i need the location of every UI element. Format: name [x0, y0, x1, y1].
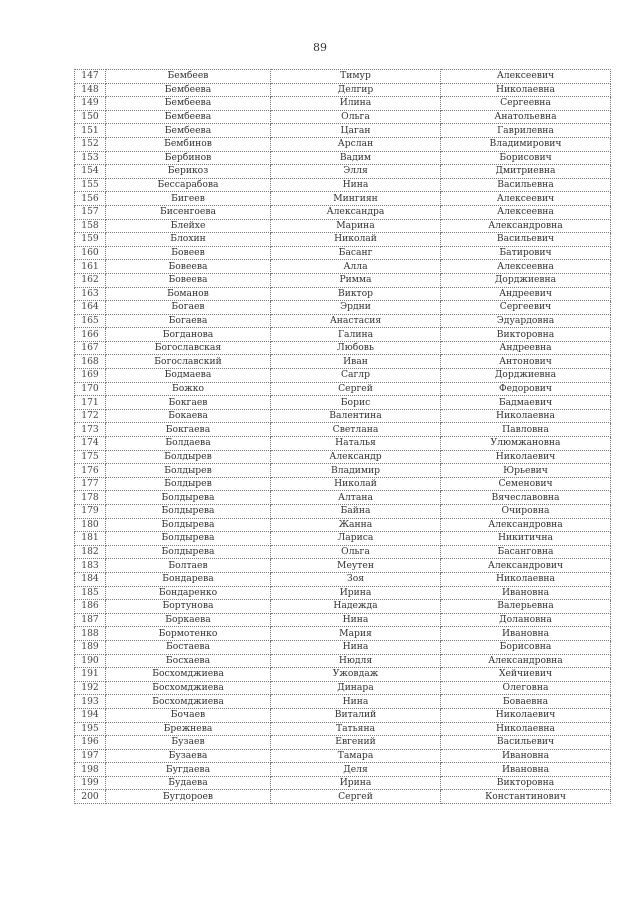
table-row — [75, 97, 611, 111]
patronymic-cell: Александровна — [441, 518, 611, 532]
first-name-cell: Делгир — [271, 83, 441, 97]
patronymic-cell: Борисовна — [441, 640, 611, 654]
patronymic-cell: Очировна — [441, 505, 611, 519]
surname-cell: Бербинов — [106, 151, 271, 165]
table-row — [75, 314, 611, 328]
first-name-cell: Наталья — [271, 437, 441, 451]
row-number: 187 — [75, 613, 106, 627]
first-name-cell: Галина — [271, 328, 441, 342]
first-name-cell: Иван — [271, 355, 441, 369]
surname-cell: Бормотенко — [106, 627, 271, 641]
patronymic-cell: Владимирович — [441, 137, 611, 151]
row-number: 182 — [75, 545, 106, 559]
surname-cell: Болдырева — [106, 505, 271, 519]
patronymic-cell: Васильевич — [441, 736, 611, 750]
patronymic-cell: Александровна — [441, 654, 611, 668]
patronymic-cell: Анатольевна — [441, 110, 611, 124]
table-row — [75, 613, 611, 627]
first-name-cell: Евгений — [271, 736, 441, 750]
row-number: 149 — [75, 97, 106, 111]
first-name-cell: Анастасия — [271, 314, 441, 328]
patronymic-cell: Алексеевна — [441, 260, 611, 274]
row-number: 170 — [75, 382, 106, 396]
patronymic-cell: Ивановна — [441, 627, 611, 641]
table-row — [75, 396, 611, 410]
first-name-cell: Николай — [271, 233, 441, 247]
table-row — [75, 640, 611, 654]
first-name-cell: Зоя — [271, 572, 441, 586]
row-number: 167 — [75, 341, 106, 355]
row-number: 147 — [75, 70, 106, 84]
row-number: 192 — [75, 681, 106, 695]
table-row — [75, 287, 611, 301]
surname-cell: Болдаева — [106, 437, 271, 451]
surname-cell: Бембеева — [106, 124, 271, 138]
row-number: 177 — [75, 477, 106, 491]
table-row — [75, 70, 611, 84]
surname-cell: Бортунова — [106, 600, 271, 614]
surname-cell: Бембеева — [106, 83, 271, 97]
patronymic-cell: Борисович — [441, 151, 611, 165]
patronymic-cell: Улюмжановна — [441, 437, 611, 451]
surname-cell: Богданова — [106, 328, 271, 342]
first-name-cell: Нина — [271, 613, 441, 627]
table-row — [75, 491, 611, 505]
table-row — [75, 301, 611, 315]
first-name-cell: Эрдни — [271, 301, 441, 315]
first-name-cell: Тимур — [271, 70, 441, 84]
first-name-cell: Мария — [271, 627, 441, 641]
surname-cell: Бессарабова — [106, 178, 271, 192]
first-name-cell: Элля — [271, 165, 441, 179]
patronymic-cell: Николаевич — [441, 708, 611, 722]
first-name-cell: Владимир — [271, 464, 441, 478]
table-row — [75, 708, 611, 722]
surname-cell: Бембеева — [106, 97, 271, 111]
patronymic-cell: Андреевич — [441, 287, 611, 301]
surname-cell: Бондарева — [106, 572, 271, 586]
patronymic-cell: Федорович — [441, 382, 611, 396]
first-name-cell: Мингиян — [271, 192, 441, 206]
first-name-cell: Сергей — [271, 790, 441, 804]
first-name-cell: Байна — [271, 505, 441, 519]
surname-cell: Болдырева — [106, 491, 271, 505]
table-row — [75, 627, 611, 641]
table-row — [75, 695, 611, 709]
first-name-cell: Александр — [271, 450, 441, 464]
row-number: 197 — [75, 749, 106, 763]
surname-cell: Болдырев — [106, 464, 271, 478]
row-number: 158 — [75, 219, 106, 233]
patronymic-cell: Дорджиевна — [441, 369, 611, 383]
names-table — [74, 69, 611, 804]
row-number: 196 — [75, 736, 106, 750]
patronymic-cell: Юрьевич — [441, 464, 611, 478]
row-number: 176 — [75, 464, 106, 478]
first-name-cell: Виталий — [271, 708, 441, 722]
patronymic-cell: Ивановна — [441, 586, 611, 600]
table-row — [75, 83, 611, 97]
surname-cell: Божко — [106, 382, 271, 396]
row-number: 193 — [75, 695, 106, 709]
row-number: 180 — [75, 518, 106, 532]
row-number: 161 — [75, 260, 106, 274]
first-name-cell: Борис — [271, 396, 441, 410]
first-name-cell: Цаган — [271, 124, 441, 138]
patronymic-cell: Хейчиевич — [441, 668, 611, 682]
patronymic-cell: Васильевич — [441, 233, 611, 247]
patronymic-cell: Вячеславовна — [441, 491, 611, 505]
row-number: 151 — [75, 124, 106, 138]
surname-cell: Болдырева — [106, 545, 271, 559]
row-number: 188 — [75, 627, 106, 641]
table-row — [75, 600, 611, 614]
patronymic-cell: Николаевна — [441, 722, 611, 736]
table-row — [75, 736, 611, 750]
table-row — [75, 137, 611, 151]
patronymic-cell: Васильевна — [441, 178, 611, 192]
patronymic-cell: Александрович — [441, 559, 611, 573]
row-number: 152 — [75, 137, 106, 151]
row-number: 185 — [75, 586, 106, 600]
first-name-cell: Басанг — [271, 246, 441, 260]
table-row — [75, 505, 611, 519]
first-name-cell: Александра — [271, 205, 441, 219]
surname-cell: Бокгаева — [106, 423, 271, 437]
row-number: 155 — [75, 178, 106, 192]
surname-cell: Бембеев — [106, 70, 271, 84]
patronymic-cell: Дорджиевна — [441, 273, 611, 287]
first-name-cell: Арслан — [271, 137, 441, 151]
surname-cell: Бокгаев — [106, 396, 271, 410]
table-row — [75, 382, 611, 396]
table-row — [75, 477, 611, 491]
table-row — [75, 178, 611, 192]
table-row — [75, 749, 611, 763]
table-row — [75, 355, 611, 369]
table-row — [75, 409, 611, 423]
first-name-cell: Марина — [271, 219, 441, 233]
first-name-cell: Нина — [271, 640, 441, 654]
table-row — [75, 776, 611, 790]
patronymic-cell: Павловна — [441, 423, 611, 437]
patronymic-cell: Валерьевна — [441, 600, 611, 614]
patronymic-cell: Николаевна — [441, 83, 611, 97]
table-row — [75, 450, 611, 464]
row-number: 184 — [75, 572, 106, 586]
table-row — [75, 260, 611, 274]
table-row — [75, 423, 611, 437]
first-name-cell: Динара — [271, 681, 441, 695]
surname-cell: Бузаев — [106, 736, 271, 750]
table-row — [75, 654, 611, 668]
first-name-cell: Нина — [271, 178, 441, 192]
first-name-cell: Валентина — [271, 409, 441, 423]
surname-cell: Бугдаева — [106, 763, 271, 777]
surname-cell: Бокаева — [106, 409, 271, 423]
first-name-cell: Вадим — [271, 151, 441, 165]
first-name-cell: Татьяна — [271, 722, 441, 736]
row-number: 200 — [75, 790, 106, 804]
surname-cell: Бигеев — [106, 192, 271, 206]
table-row — [75, 668, 611, 682]
row-number: 148 — [75, 83, 106, 97]
first-name-cell: Надежда — [271, 600, 441, 614]
table-row — [75, 464, 611, 478]
row-number: 194 — [75, 708, 106, 722]
first-name-cell: Римма — [271, 273, 441, 287]
row-number: 172 — [75, 409, 106, 423]
surname-cell: Боманов — [106, 287, 271, 301]
surname-cell: Болдырев — [106, 477, 271, 491]
patronymic-cell: Андреевна — [441, 341, 611, 355]
row-number: 199 — [75, 776, 106, 790]
row-number: 162 — [75, 273, 106, 287]
surname-cell: Бочаев — [106, 708, 271, 722]
patronymic-cell: Константинович — [441, 790, 611, 804]
first-name-cell: Ирина — [271, 586, 441, 600]
row-number: 154 — [75, 165, 106, 179]
patronymic-cell: Сергеевич — [441, 301, 611, 315]
table-row — [75, 328, 611, 342]
patronymic-cell: Александровна — [441, 219, 611, 233]
first-name-cell: Любовь — [271, 341, 441, 355]
row-number: 165 — [75, 314, 106, 328]
table-row — [75, 273, 611, 287]
surname-cell: Бисенгоева — [106, 205, 271, 219]
first-name-cell: Виктор — [271, 287, 441, 301]
patronymic-cell: Олеговна — [441, 681, 611, 695]
row-number: 178 — [75, 491, 106, 505]
surname-cell: Бостаева — [106, 640, 271, 654]
first-name-cell: Лариса — [271, 532, 441, 546]
table-row — [75, 246, 611, 260]
first-name-cell: Деля — [271, 763, 441, 777]
row-number: 164 — [75, 301, 106, 315]
table-row — [75, 681, 611, 695]
patronymic-cell: Эдуардовна — [441, 314, 611, 328]
row-number: 190 — [75, 654, 106, 668]
row-number: 157 — [75, 205, 106, 219]
row-number: 156 — [75, 192, 106, 206]
patronymic-cell: Николаевич — [441, 450, 611, 464]
table-row — [75, 151, 611, 165]
first-name-cell: Тамара — [271, 749, 441, 763]
row-number: 160 — [75, 246, 106, 260]
first-name-cell: Светлана — [271, 423, 441, 437]
row-number: 159 — [75, 233, 106, 247]
surname-cell: Бондаренко — [106, 586, 271, 600]
surname-cell: Босхомджиева — [106, 695, 271, 709]
row-number: 153 — [75, 151, 106, 165]
page-number: 89 — [313, 41, 327, 54]
surname-cell: Бодмаева — [106, 369, 271, 383]
table-row — [75, 165, 611, 179]
surname-cell: Брежнева — [106, 722, 271, 736]
row-number: 174 — [75, 437, 106, 451]
surname-cell: Бовеева — [106, 260, 271, 274]
surname-cell: Болдырева — [106, 532, 271, 546]
table-row — [75, 124, 611, 138]
surname-cell: Босхомджиева — [106, 681, 271, 695]
patronymic-cell: Антонович — [441, 355, 611, 369]
patronymic-cell: Алексеевна — [441, 205, 611, 219]
row-number: 179 — [75, 505, 106, 519]
surname-cell: Бембинов — [106, 137, 271, 151]
patronymic-cell: Викторовна — [441, 776, 611, 790]
surname-cell: Берикоз — [106, 165, 271, 179]
first-name-cell: Жанна — [271, 518, 441, 532]
surname-cell: Богославская — [106, 341, 271, 355]
table-row — [75, 110, 611, 124]
first-name-cell: Нина — [271, 695, 441, 709]
first-name-cell: Нюдля — [271, 654, 441, 668]
table-row — [75, 532, 611, 546]
surname-cell: Болдырев — [106, 450, 271, 464]
row-number: 183 — [75, 559, 106, 573]
surname-cell: Богаев — [106, 301, 271, 315]
patronymic-cell: Долановна — [441, 613, 611, 627]
table-row — [75, 572, 611, 586]
row-number: 189 — [75, 640, 106, 654]
row-number: 186 — [75, 600, 106, 614]
table-row — [75, 559, 611, 573]
surname-cell: Бовеева — [106, 273, 271, 287]
patronymic-cell: Гаврилевна — [441, 124, 611, 138]
patronymic-cell: Ивановна — [441, 763, 611, 777]
table-row — [75, 205, 611, 219]
patronymic-cell: Семенович — [441, 477, 611, 491]
patronymic-cell: Николаевна — [441, 409, 611, 423]
patronymic-cell: Бадмаевич — [441, 396, 611, 410]
table-row — [75, 341, 611, 355]
patronymic-cell: Алексеевич — [441, 192, 611, 206]
table-row — [75, 545, 611, 559]
surname-cell: Богаева — [106, 314, 271, 328]
table-row — [75, 233, 611, 247]
row-number: 181 — [75, 532, 106, 546]
table-row — [75, 518, 611, 532]
surname-cell: Бузаева — [106, 749, 271, 763]
row-number: 150 — [75, 110, 106, 124]
row-number: 169 — [75, 369, 106, 383]
surname-cell: Болтаев — [106, 559, 271, 573]
row-number: 166 — [75, 328, 106, 342]
patronymic-cell: Сергеевна — [441, 97, 611, 111]
patronymic-cell: Николаевна — [441, 572, 611, 586]
first-name-cell: Илина — [271, 97, 441, 111]
table-row — [75, 219, 611, 233]
patronymic-cell: Дмитриевна — [441, 165, 611, 179]
first-name-cell: Саглр — [271, 369, 441, 383]
surname-cell: Боркаева — [106, 613, 271, 627]
patronymic-cell: Батирович — [441, 246, 611, 260]
row-number: 171 — [75, 396, 106, 410]
first-name-cell: Николай — [271, 477, 441, 491]
surname-cell: Бембеева — [106, 110, 271, 124]
table-row — [75, 192, 611, 206]
patronymic-cell: Никитична — [441, 532, 611, 546]
table-row — [75, 790, 611, 804]
first-name-cell: Сергей — [271, 382, 441, 396]
first-name-cell: Ольга — [271, 110, 441, 124]
patronymic-cell: Боваевна — [441, 695, 611, 709]
row-number: 175 — [75, 450, 106, 464]
patronymic-cell: Ивановна — [441, 749, 611, 763]
names-table-body — [75, 70, 611, 804]
table-row — [75, 722, 611, 736]
table-row — [75, 763, 611, 777]
table-row — [75, 369, 611, 383]
surname-cell: Блохин — [106, 233, 271, 247]
row-number: 163 — [75, 287, 106, 301]
row-number: 191 — [75, 668, 106, 682]
first-name-cell: Алтана — [271, 491, 441, 505]
table-row — [75, 586, 611, 600]
surname-cell: Бугдороев — [106, 790, 271, 804]
surname-cell: Болдырева — [106, 518, 271, 532]
row-number: 198 — [75, 763, 106, 777]
row-number: 173 — [75, 423, 106, 437]
surname-cell: Бовеев — [106, 246, 271, 260]
table-row — [75, 437, 611, 451]
surname-cell: Босхомджиева — [106, 668, 271, 682]
surname-cell: Блейхе — [106, 219, 271, 233]
patronymic-cell: Викторовна — [441, 328, 611, 342]
surname-cell: Босхаева — [106, 654, 271, 668]
first-name-cell: Алла — [271, 260, 441, 274]
first-name-cell: Ольга — [271, 545, 441, 559]
surname-cell: Будаева — [106, 776, 271, 790]
first-name-cell: Ужовдаж — [271, 668, 441, 682]
patronymic-cell: Басанговна — [441, 545, 611, 559]
first-name-cell: Меутен — [271, 559, 441, 573]
row-number: 195 — [75, 722, 106, 736]
surname-cell: Богославский — [106, 355, 271, 369]
first-name-cell: Ирина — [271, 776, 441, 790]
row-number: 168 — [75, 355, 106, 369]
patronymic-cell: Алексеевич — [441, 70, 611, 84]
